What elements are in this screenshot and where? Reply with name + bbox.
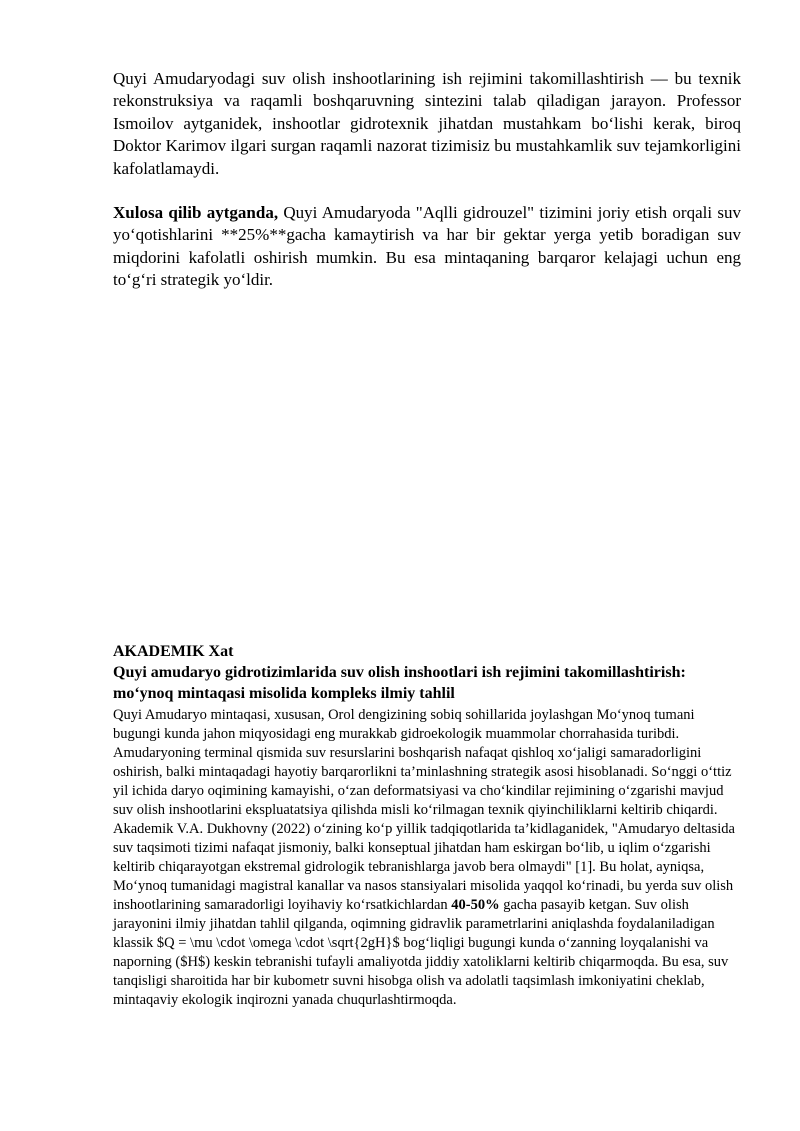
letter-body-part-1: Quyi Amudaryo mintaqasi, xususan, Orol dengizining sobiq sohillarida joylashgan Mo‘ynoq tumani bugungi kunda jahon miqyosidagi eng murakkab gidroekologik muammolar chorrahasida turibdi. Amudaryoning terminal qismida suv resurslarini boshqarish nafaqat qishloq xo‘jaligi samaradorligini oshirish, balki mintaqadagi hayotiy barqarorlikni ta’minlashning strategik asosi hisoblanadi. So‘nggi o‘ttiz yil ichida daryo oqimining kamayishi, o‘zan deformatsiyasi va cho‘kindilar rejimining o‘zgarishi mavjud suv olish inshootlarini ekspluatatsiya qilishda misli ko‘rilmagan texnik qiyinchiliklarni keltirib chiqardi. Akademik V.A. Dukhovny (2022) o‘zining ko‘p yillik tadqiqotlarida ta’kidlaganidek, "Amudaryo deltasida suv taqsimoti tizimi nafaqat jismoniy, balki konseptual jihatdan ham eskirgan bo‘lib, u iqlim o‘zgarishi keltirib chiqarayotgan ekstremal gidrologik tebranishlarga javob bera olmaydi" [1]. Bu holat, ayniqsa, Mo‘ynoq tumanidagi magistral kanallar va nasos stansiyalari misolida yaqqol ko‘rinadi, bu yerda suv olish inshootlarining samaradorligi loyihaviy ko‘rsatkichlardan: [113, 707, 735, 913]
letter-section: [113, 641, 741, 1010]
memo-paragraph-1: Quyi Amudaryodagi suv olish inshootlarining ish rejimini takomillashtirish — bu texnik rekonstruksiya va raqamli boshqaruvning sintezini talab qiladigan jarayon. Professor Ismoilov aytganidek, inshootlar gidrotexnik jihatdan mustahkam bo‘lishi kerak, biroq Doktor Karimov ilgari surgan raqamli nazorat tizimisiz bu mustahkamlik suv tejamkorligini kafolatlamaydi.: [113, 69, 741, 178]
letter-body-part-2: gacha pasayib ketgan. Suv olish jarayonini ilmiy jihatdan tahlil qilganda, oqimning gidravlik parametrlarini aniqlashda foydalaniladigan klassik $Q = \mu \cdot \omega \cdot \sqrt{2gH}$ bog‘liqligi bugungi kunda o‘zanning loyqalanishi va naporning ($H$) keskin tebranishi tufayli amaliyotda jiddiy xatoliklarni keltirib chiqarmoqda. Bu esa, suv tanqisligi sharoitida har bir kubometr suvni hisobga olish va adolatli taqsimlash imkoniyatini cheklab, mintaqaviy ekologik inqirozni yanada chuqurlashtirmoqda.: [113, 897, 729, 1008]
memo-section: [113, 68, 741, 292]
letter-kicker: AKADEMIK Xat: [113, 643, 234, 660]
memo-conclusion-lead-bold: Xulosa qilib aytganda,: [113, 203, 279, 223]
letter-body-bold-stat: 40-50%: [451, 897, 500, 913]
letter-title: Quyi amudaryo gidrotizimlarida suv olish inshootlari ish rejimini takomillashtirish: mo‘ynoq mintaqasi misolida kompleks ilmiy tahlil: [113, 664, 686, 702]
memo-conclusion-rest: Quyi Amudaryoda "Aqlli gidrouzel" tizimini joriy etish orqali suv yo‘qotishlarini **25%**gacha kamaytirish va har bir gektar yerga yetib boradigan suv miqdorini kafolatli oshirish mumkin. Bu esa mintaqaning barqaror kelajagi uchun eng to‘g‘ri strategik yo‘ldir.: [113, 203, 741, 290]
memo-conclusion-paragraph: [113, 202, 741, 292]
letter-body: [113, 706, 741, 1010]
